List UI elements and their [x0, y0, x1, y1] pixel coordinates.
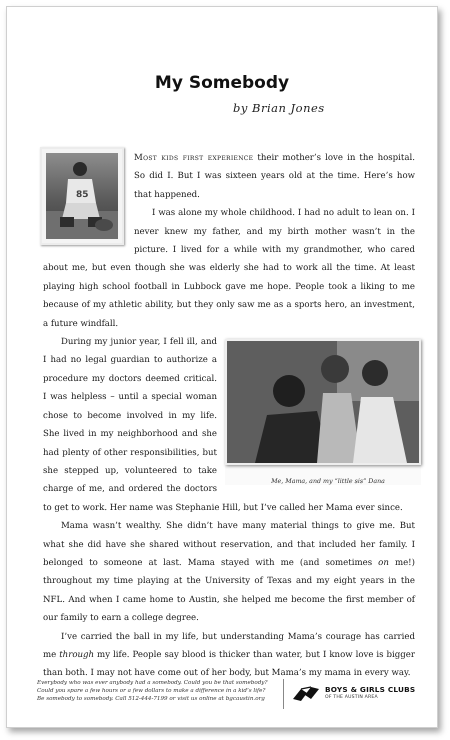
lead-smallcaps: Most kids first experience [134, 153, 254, 163]
paragraph-5 [43, 628, 415, 683]
paragraph-4-em: on [378, 557, 389, 568]
paragraph-5-em: through [59, 649, 95, 660]
bgc-logo [291, 683, 421, 709]
footer-line-3: Be somebody to somebody. Call 512-444-7199 or visit us online at bgcaustin.org [37, 696, 265, 703]
footer-divider [283, 679, 284, 709]
football-photo [40, 147, 124, 245]
footer [37, 679, 417, 719]
family-photo [225, 339, 421, 485]
bgc-logo-name: BOYS & GIRLS CLUBS [325, 685, 416, 694]
footer-line-1: Everybody who was ever anybody had a somebody. Could you be that somebody? [37, 680, 268, 686]
article-body [43, 149, 415, 683]
footer-line-2: Could you spare a few hours or a few dollars to make a difference in a kid’s life? [37, 688, 266, 695]
paragraph-2: I was alone my whole childhood. I had no adult to lean on. I never knew my father, and my birth mother wasn’t in the picture. I lived for a while with my grandmother, who cared about me, but even though she was elderly she had to work all the time. At least playing high school football in Lubbock gave me hope. People took a liking to me because of my athletic ability, but they only saw me as a sports hero, an investment, a future windfall. [43, 208, 415, 329]
paragraph-4 [43, 517, 415, 627]
photo-caption: Me, Mama, and my “little sis” Dana [271, 478, 385, 486]
football-player-illustration [46, 153, 118, 239]
article-title: My Somebody [154, 73, 290, 93]
article-byline: by Brian Jones [233, 101, 325, 115]
bgc-logo-sub: OF THE AUSTIN AREA [325, 695, 378, 700]
paragraph-4-a: Mama wasn’t wealthy. She didn’t have many material things to give me. But what she did have she shared without reservation, and that included her family. I belonged to someone at last. Mama stayed with me (and sometimes [43, 521, 415, 568]
jersey-number: 85 [76, 190, 89, 200]
paragraph-1-rest: their mother’s love in the hospital. So did I. But I was sixteen years old at the time. Here’s how that happened. [134, 153, 415, 200]
bgc-hands-icon [291, 683, 321, 705]
footer-text [37, 679, 277, 704]
family-photo-illustration [227, 341, 419, 463]
ad-page [6, 6, 438, 728]
paragraph-5-b: my life. People say blood is thicker than water, but I know love is bigger than both. I may not have come out of her body, but Mama’s my mama in every way. [43, 649, 415, 679]
paragraph-5-a: I’ve carried the ball in my life, but understanding Mama’s courage has carried me [43, 631, 415, 660]
paragraph-3: During my junior year, I fell ill, and I had no legal guardian to authorize a procedure my doctors deemed critical. I was helpless – until a special woman chose to become involved in my life. She lived in my neighborhood and she had plenty of other responsibilities, but she stepped up, volunteered to take charge of me, and ordered the doctors to get to work. Her name was Stephanie Hill, but I’ve called her Mama ever since. [43, 337, 403, 513]
paragraph-4-b: me!) throughout my time playing at the University of Texas and my eight years in the NFL. And when I came home to Austin, she helped me become the first member of our family to earn a college degree. [43, 557, 415, 624]
